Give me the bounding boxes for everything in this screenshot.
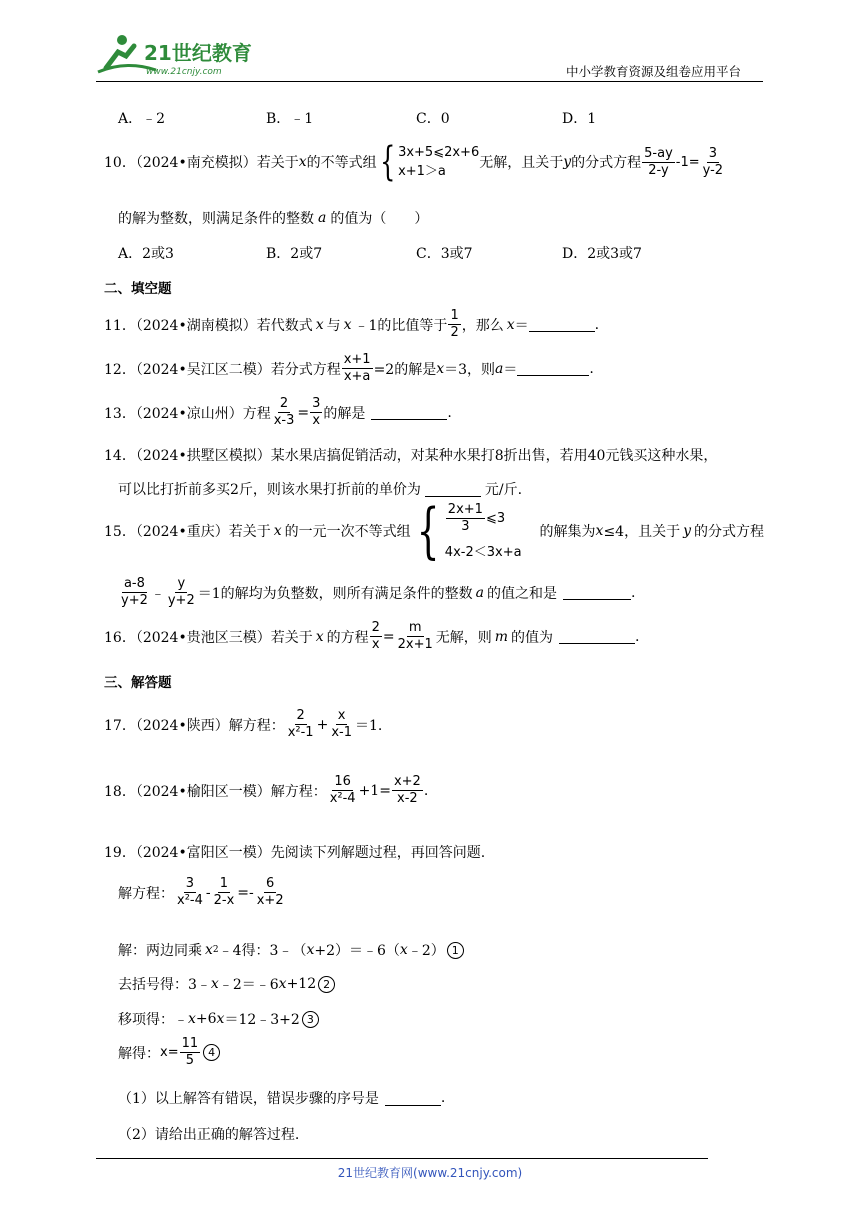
answer-blank[interactable] bbox=[371, 405, 447, 420]
answer-blank[interactable] bbox=[563, 585, 631, 600]
q10-option-c: C．3或7 bbox=[416, 246, 473, 262]
q19-part2: （2）请给出正确的解答过程. bbox=[118, 1127, 300, 1143]
section-solve: 三、解答题 bbox=[104, 675, 172, 691]
step-number: 3 bbox=[302, 1011, 319, 1028]
question-14-line2: 可以比打折前多买2斤，则该水果打折前的单价为 元/斤. bbox=[118, 482, 523, 498]
brand-logo bbox=[96, 30, 256, 78]
brand-url: www.21cnjy.com bbox=[146, 67, 222, 77]
q19-step1: 解：两边同乘 x 2 ﹣4得：3﹣（ x +2）＝﹣6（ x ﹣2） 1 bbox=[118, 940, 464, 960]
header-platform-text: 中小学教育资源及组卷应用平台 bbox=[566, 64, 742, 79]
fraction: $\frac{16}{\text{x²-4}}$ bbox=[329, 774, 356, 806]
question-10-line2: 的解为整数，则满足条件的整数 a 的值为（ ） bbox=[118, 210, 429, 227]
section-fill-in: 二、填空题 bbox=[104, 281, 172, 297]
fraction: $\frac{3}{\text{x²-4}}$ bbox=[177, 876, 203, 908]
answer-blank[interactable] bbox=[559, 629, 635, 644]
inequality-system: { 3x+5⩽2x+6 x+1＞a bbox=[379, 139, 480, 185]
fraction: $\frac{2}{\text{x²-1}}$ bbox=[287, 708, 314, 740]
q9-option-b: B．﹣1 bbox=[266, 111, 314, 127]
q9-option-d: D．1 bbox=[562, 111, 597, 127]
step-number: 2 bbox=[318, 976, 335, 993]
answer-blank[interactable] bbox=[385, 1091, 441, 1106]
step-number: 4 bbox=[203, 1044, 220, 1061]
q19-equation: 解方程： $\frac{3}{\text{x²-4}}$ - $\frac{1}{2-x}$ =- $\frac{6}{x+2}$ bbox=[118, 876, 284, 908]
fraction: $\frac{2}{x}$ bbox=[371, 620, 380, 652]
question-11: 11．（2024•湖南模拟）若代数式 x 与 x ﹣1的比值等于 $\frac{1}{2}$ ，那么 x ＝ . bbox=[104, 308, 600, 340]
fraction: $\frac{x}{x-1}$ bbox=[331, 708, 352, 740]
q19-step4: 解得： x= $\frac{11}{5}$ 4 bbox=[118, 1036, 220, 1069]
fraction: $\frac{3}{x}$ bbox=[312, 396, 321, 428]
step-number: 1 bbox=[447, 942, 464, 959]
fraction: $\frac{x+2}{x-2}$ bbox=[393, 774, 421, 806]
fraction: $\frac{2}{x-3}$ bbox=[273, 396, 295, 428]
question-15-line2: $\frac{a-8}{y+2}$ ﹣ $\frac{y}{y+2}$ ＝1的解均为负整数，则所有满足条件的整数 a 的值之和是 . bbox=[121, 576, 636, 608]
question-17: 17．（2024•陕西）解方程： $\frac{2}{\text{x²-1}}$ + $\frac{x}{x-1}$ ＝1. bbox=[104, 708, 383, 740]
fraction: $\frac{m}{2x+1}$ bbox=[397, 620, 433, 652]
question-13: 13．（2024•凉山州）方程 $\frac{2}{x-3}$ = $\frac{3}{x}$ 的解是 . bbox=[104, 396, 452, 428]
fraction: $\frac{a-8}{y+2}$ bbox=[121, 576, 148, 608]
question-16: 16．（2024•贵池区三模）若关于 x 的方程 $\frac{2}{x}$ = $\frac{m}{2x+1}$ 无解，则 m 的值为 . bbox=[104, 620, 640, 652]
fraction: $\frac{5-ay}{2-y}$ bbox=[644, 145, 673, 178]
question-14-line1: 14．（2024•拱墅区模拟）某水果店搞促销活动，对某种水果打8折出售，若用40元钱买这种水果， bbox=[104, 448, 718, 464]
header-divider bbox=[96, 81, 763, 82]
question-15-line1: 15．（2024•重庆）若关于 x 的一元一次不等式组 { $\frac{2x+1}{3}$ ⩽3 4x-2＜3x+a 的解集为 x ≤4，且关于 y 的分式方程 bbox=[104, 496, 765, 566]
brand-text: 21世纪教育 bbox=[144, 41, 252, 65]
q10-option-b: B．2或7 bbox=[266, 246, 323, 262]
q9-option-a: A．﹣2 bbox=[118, 111, 166, 127]
answer-blank[interactable] bbox=[517, 361, 589, 376]
q10-option-a: A．2或3 bbox=[118, 246, 174, 262]
q9-option-c: C．0 bbox=[416, 111, 450, 127]
fraction: $\frac{6}{x+2}$ bbox=[256, 876, 284, 908]
question-19-intro: 19．（2024•富阳区一模）先阅读下列解题过程，再回答问题. bbox=[104, 845, 486, 861]
fraction: $\frac{3}{y-2}$ bbox=[702, 145, 724, 178]
question-12: 12．（2024•吴江区二模）若分式方程 $\frac{x+1}{x+a}$ =2的解是 x ＝3，则 a ＝ . bbox=[104, 352, 594, 384]
q10-option-d: D．2或3或7 bbox=[562, 246, 642, 262]
inequality-system: { $\frac{2x+1}{3}$ ⩽3 4x-2＜3x+a bbox=[416, 496, 522, 566]
footer-divider bbox=[96, 1158, 708, 1159]
q19-step2: 去括号得：3﹣ x ﹣2＝﹣6 x +12 2 bbox=[118, 974, 335, 994]
footer-link[interactable]: 21世纪教育网(www.21cnjy.com) bbox=[337, 1166, 523, 1180]
q19-step3: 移项得：﹣ x +6 x ＝12﹣3+2 3 bbox=[118, 1009, 319, 1029]
question-18: 18．（2024•榆阳区一模）解方程： $\frac{16}{\text{x²-4}}$ +1= $\frac{x+2}{x-2}$ . bbox=[104, 774, 429, 806]
fraction: $\frac{y}{y+2}$ bbox=[167, 576, 195, 608]
fraction: $\frac{11}{5}$ bbox=[181, 1036, 199, 1068]
fraction: $\frac{1}{2}$ bbox=[450, 308, 459, 340]
fraction: $\frac{x+1}{x+a}$ bbox=[343, 352, 371, 384]
answer-blank[interactable] bbox=[529, 317, 595, 332]
question-10-line1: 10．（2024•南充模拟）若关于 x 的不等式组 { 3x+5⩽2x+6 x+1＞a 无解，且关于 y 的分式方程 $\frac{5-ay}{2-y}$ -1= $\frac{3}{y-2}$ bbox=[104, 139, 724, 185]
answer-blank[interactable] bbox=[425, 482, 481, 497]
fraction: $\frac{1}{2-x}$ bbox=[213, 876, 235, 908]
q19-part1: （1）以上解答有错误，错误步骤的序号是 . bbox=[118, 1090, 446, 1107]
